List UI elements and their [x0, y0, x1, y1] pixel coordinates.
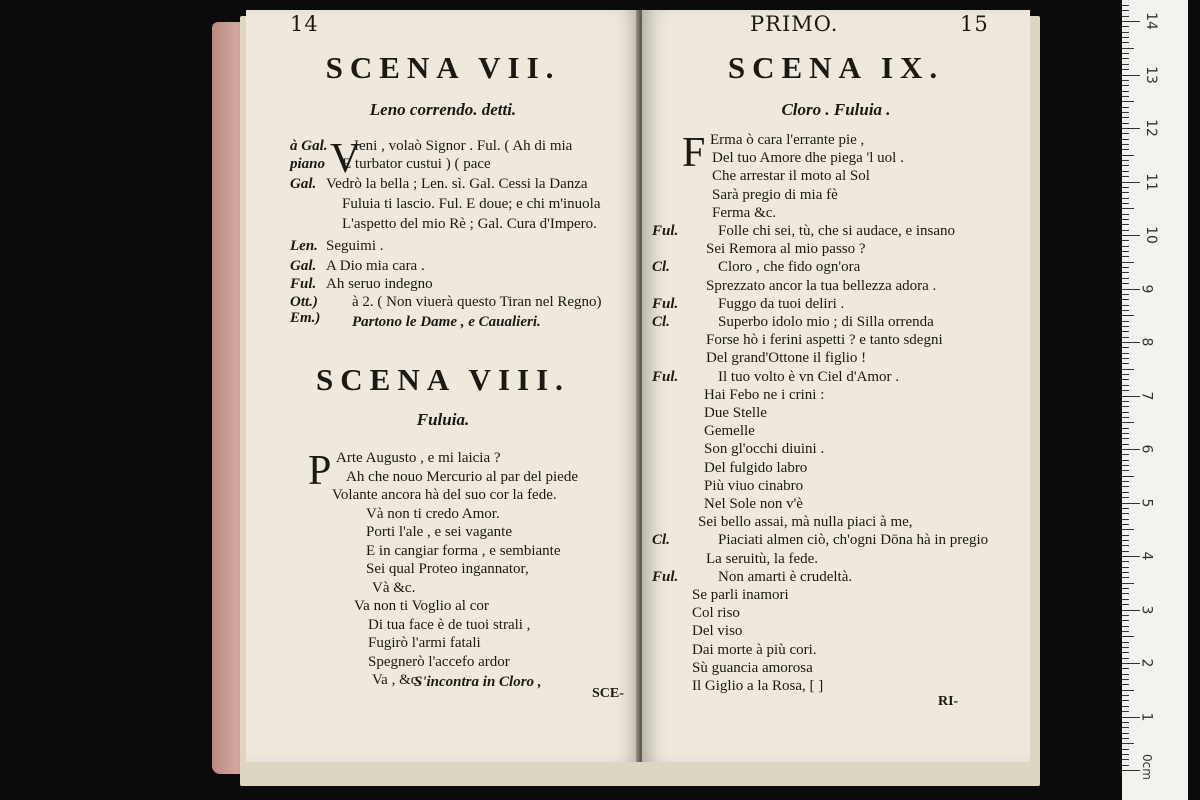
line-text: Nel Sole non v'è	[704, 496, 803, 512]
ruler-tick	[1122, 160, 1129, 161]
ruler-tick	[1122, 112, 1129, 113]
line-text: Del tuo Amore dhe piega 'l uol .	[712, 150, 904, 167]
ruler-tick	[1122, 545, 1129, 546]
ruler-tick	[1122, 117, 1129, 118]
ruler-tick	[1122, 21, 1140, 22]
speaker-label: Ful.	[652, 295, 679, 312]
ruler-tick	[1122, 610, 1140, 611]
line-text: Fuluia ti lascio. Ful. E doue; e chi m'inuola	[342, 196, 601, 212]
ruler-tick	[1122, 85, 1129, 86]
ruler-tick	[1122, 401, 1129, 402]
verse-line: Spegnerò l'accefo ardor	[368, 653, 510, 670]
ruler-tick	[1122, 171, 1129, 172]
line-text: Fuggo da tuoi deliri .	[718, 295, 845, 312]
scene-subtitle: Fuluia.	[416, 410, 470, 429]
ruler-tick	[1122, 176, 1129, 177]
ruler-tick	[1122, 58, 1129, 59]
left-page	[246, 10, 640, 762]
ruler-tick	[1122, 422, 1134, 423]
ruler-tick	[1122, 476, 1134, 477]
speaker-label: Ful.	[652, 568, 679, 585]
ruler-tick	[1122, 626, 1129, 627]
line-text: Ieni , volaò Signor . Ful. ( Ah di mia	[354, 138, 573, 154]
line-text: Superbo idolo mio ; di Silla orrenda	[718, 314, 934, 330]
ruler-tick	[1122, 299, 1129, 300]
drop-cap: V	[330, 136, 361, 182]
ruler-tick	[1122, 615, 1129, 616]
line-text: Hai Febo ne i crini :	[704, 386, 825, 403]
ruler-tick	[1122, 722, 1129, 723]
ruler-tick	[1122, 385, 1129, 386]
ruler-tick	[1122, 262, 1134, 263]
ruler-number: 7	[1138, 391, 1155, 400]
ruler-tick	[1122, 369, 1134, 370]
ruler-tick	[1122, 428, 1129, 429]
ruler-tick	[1122, 310, 1129, 311]
ruler-tick	[1122, 695, 1129, 696]
ruler-tick	[1122, 240, 1129, 241]
ruler-tick	[1122, 363, 1129, 364]
verse-line: E in cangiar forma , e sembiante	[366, 542, 561, 559]
verse-line: Và non ti credo Amor.	[366, 505, 500, 522]
verse-line: Fugirò l'armi fatali	[368, 635, 481, 651]
ruler-tick	[1122, 743, 1134, 744]
ruler-tick	[1122, 572, 1129, 573]
ruler-tick	[1122, 433, 1129, 434]
line-text: Più viuo cinabro	[704, 477, 804, 494]
verse-line: Va non ti Voglio al cor	[354, 598, 489, 614]
ruler-number: 13	[1142, 65, 1159, 84]
line-text: Vedrò la bella ; Len. sì. Gal. Cessi la Danza	[326, 176, 588, 192]
speaker-label: Cl.	[652, 259, 670, 276]
ruler-tick	[1122, 96, 1129, 97]
line-text: à 2. ( Non viuerà questo Tiran nel Regno)	[352, 294, 602, 310]
ruler-tick	[1122, 738, 1129, 739]
ruler-tick	[1122, 406, 1129, 407]
line-text: Erma ò cara l'errante pie ,	[710, 132, 865, 148]
ruler-tick	[1122, 107, 1129, 108]
line-text: Che arrestar il moto al Sol	[712, 168, 870, 185]
ruler-tick	[1122, 187, 1129, 188]
ruler-tick	[1122, 567, 1129, 568]
ruler-tick	[1122, 133, 1129, 134]
speaker-label: Cl.	[652, 532, 670, 549]
scene-title: SCENA IX.	[727, 50, 945, 85]
ruler-tick	[1122, 508, 1129, 509]
ruler-tick	[1122, 75, 1140, 76]
ruler-tick	[1122, 658, 1129, 659]
line-text: Forse hò i ferini aspetti ? e tanto sdegni	[706, 332, 943, 349]
ruler-tick	[1122, 26, 1129, 27]
ruler-number: 12	[1142, 119, 1159, 137]
ruler-tick	[1122, 465, 1129, 466]
line-text: Sei Remora al mio passo ?	[706, 241, 866, 258]
stage-direction: S'incontra in Cloro ,	[414, 674, 542, 690]
ruler-tick	[1122, 53, 1129, 54]
ruler-tick	[1122, 486, 1129, 487]
ruler-tick	[1122, 214, 1129, 215]
speaker-label: Gal.	[290, 258, 317, 274]
ruler-number: 8	[1138, 337, 1155, 347]
line-text: Son gl'occhi diuini .	[704, 441, 825, 458]
ruler-tick	[1122, 91, 1129, 92]
ruler-tick	[1122, 42, 1129, 43]
ruler-tick	[1122, 556, 1140, 557]
ruler-tick	[1122, 519, 1129, 520]
ruler-tick	[1122, 770, 1140, 771]
measuring-ruler	[1122, 0, 1188, 800]
speaker-label: piano	[290, 156, 326, 172]
line-text: L'aspetto del mio Rè ; Gal. Cura d'Impero.	[342, 216, 597, 232]
ruler-tick	[1122, 535, 1129, 536]
ruler-tick	[1122, 101, 1134, 102]
ruler-tick	[1122, 32, 1129, 33]
line-text: Ah seruo indegno	[326, 276, 433, 292]
catchword: RI-	[938, 694, 959, 709]
ruler-tick	[1122, 396, 1140, 397]
ruler-tick	[1122, 347, 1129, 348]
ruler-number: 11	[1142, 172, 1159, 191]
ruler-tick	[1122, 524, 1129, 525]
line-text: Del fulgido labro	[704, 459, 808, 476]
ruler-tick	[1122, 759, 1129, 760]
ruler-tick	[1122, 700, 1129, 701]
ruler-tick	[1122, 684, 1129, 685]
speaker-label: Ott.)	[290, 294, 318, 310]
ruler-tick	[1122, 412, 1129, 413]
ruler-tick	[1122, 374, 1129, 375]
ruler-tick	[1122, 599, 1129, 600]
ruler-number: 4	[1138, 551, 1155, 561]
ruler-tick	[1122, 224, 1129, 225]
ruler-tick	[1122, 561, 1129, 562]
line-text: Sù guancia amorosa	[692, 659, 813, 676]
ruler-tick	[1122, 577, 1129, 578]
ruler-tick	[1122, 149, 1129, 150]
drop-cap: P	[308, 448, 332, 494]
ruler-tick	[1122, 593, 1129, 594]
ruler-tick	[1122, 305, 1129, 306]
ruler-tick	[1122, 326, 1129, 327]
ruler-tick	[1122, 604, 1129, 605]
scene-title: SCENA VIII.	[316, 362, 570, 397]
line-text: E turbator custui ) ( pace	[342, 156, 491, 172]
ruler-tick	[1122, 342, 1140, 343]
speaker-label: Gal.	[290, 176, 317, 192]
ruler-number: 9	[1138, 284, 1155, 293]
ruler-tick	[1122, 144, 1129, 145]
speaker-label: Em.)	[290, 310, 321, 326]
stage-direction: Partono le Dame , e Caualieri.	[352, 314, 541, 330]
running-head: PRIMO.	[750, 12, 839, 36]
ruler-tick	[1122, 583, 1134, 584]
verse-line: Và &c.	[372, 579, 416, 596]
ruler-tick	[1122, 16, 1129, 17]
ruler-tick	[1122, 727, 1129, 728]
ruler-tick	[1122, 754, 1129, 755]
ruler-tick	[1122, 128, 1140, 129]
verse-line: Ah che nouo Mercurio al par del piede	[346, 468, 578, 485]
verse-line: Va , &c.	[372, 672, 422, 688]
ruler-tick	[1122, 10, 1129, 11]
speaker-label: à Gal.	[290, 138, 328, 154]
ruler-tick	[1122, 417, 1129, 418]
ruler-tick	[1122, 155, 1134, 156]
line-text: Gemelle	[704, 423, 755, 440]
speaker-label: Len.	[290, 238, 318, 254]
scene-subtitle: Leno correndo. detti.	[369, 100, 517, 119]
ruler-tick	[1122, 283, 1129, 284]
ruler-tick	[1122, 337, 1129, 338]
line-text: Due Stelle	[704, 405, 767, 421]
page-number: 14	[290, 12, 319, 36]
ruler-number: 3	[1138, 605, 1155, 614]
ruler-tick	[1122, 620, 1129, 621]
speaker-label: Ful.	[652, 368, 679, 385]
ruler-tick	[1122, 321, 1129, 322]
ruler-tick	[1122, 706, 1129, 707]
ruler-number: 1	[1138, 712, 1155, 721]
line-text: Ferma &c.	[712, 204, 777, 221]
ruler-tick	[1122, 749, 1129, 750]
ruler-tick	[1122, 272, 1129, 273]
line-text: Del viso	[692, 623, 743, 640]
catchword: SCE-	[592, 686, 624, 701]
ruler-tick	[1122, 492, 1129, 493]
ruler-tick	[1122, 358, 1129, 359]
ruler-tick	[1122, 294, 1129, 295]
scene-title: SCENA VII.	[325, 50, 561, 85]
ruler-tick	[1122, 182, 1140, 183]
ruler-tick	[1122, 353, 1129, 354]
line-text: Dai morte à più cori.	[692, 641, 817, 658]
ruler-tick	[1122, 449, 1140, 450]
ruler-number: 10	[1142, 226, 1159, 244]
ruler-tick	[1122, 165, 1129, 166]
right-page	[642, 10, 1030, 762]
verse-line: Arte Augusto , e mi laicia ?	[336, 450, 501, 466]
ruler-tick	[1122, 679, 1129, 680]
ruler-tick	[1122, 454, 1129, 455]
line-text: Folle chi sei, tù, che si audace, e insano	[718, 223, 956, 239]
ruler-tick	[1122, 470, 1129, 471]
ruler-tick	[1122, 139, 1129, 140]
verse-line: Di tua face è de tuoi strali ,	[368, 616, 531, 633]
ruler-number: 6	[1138, 444, 1155, 454]
ruler-tick	[1122, 711, 1129, 712]
ruler-tick	[1122, 438, 1129, 439]
ruler-tick	[1122, 663, 1140, 664]
ruler-tick	[1122, 48, 1134, 49]
line-text: A Dio mia cara .	[326, 258, 425, 274]
verse-line: Sei qual Proteo ingannator,	[366, 561, 529, 577]
ruler-tick	[1122, 331, 1129, 332]
line-text: La seruitù, la fede.	[706, 550, 819, 567]
ruler-tick	[1122, 460, 1129, 461]
ruler-tick	[1122, 251, 1129, 252]
ruler-tick	[1122, 192, 1129, 193]
ruler-tick	[1122, 765, 1129, 766]
ruler-tick	[1122, 390, 1129, 391]
line-text: Sarà pregio di mia fè	[712, 186, 838, 203]
speaker-label: Cl.	[652, 314, 670, 330]
line-text: Sei bello assai, mà nulla piaci à me,	[698, 514, 913, 531]
line-text: Seguimi .	[326, 238, 384, 254]
ruler-tick	[1122, 246, 1129, 247]
ruler-tick	[1122, 647, 1129, 648]
ruler-tick	[1122, 230, 1129, 231]
ruler-tick	[1122, 529, 1134, 530]
ruler-tick	[1122, 64, 1129, 65]
line-text: Col riso	[692, 605, 740, 622]
ruler-tick	[1122, 235, 1140, 236]
ruler-tick	[1122, 636, 1134, 637]
line-text: Il tuo volto è vn Ciel d'Amor .	[718, 368, 900, 385]
line-text: Cloro , che fido ogn'ora	[718, 259, 861, 276]
ruler-tick	[1122, 267, 1129, 268]
ruler-tick	[1122, 198, 1129, 199]
ruler-number: 14	[1142, 12, 1159, 30]
page-number: 15	[960, 12, 989, 36]
ruler-tick	[1122, 717, 1140, 718]
ruler-tick	[1122, 674, 1129, 675]
line-text: Non amarti è crudeltà.	[718, 568, 853, 585]
verse-line: Volante ancora hà del suo cor la fede.	[332, 487, 557, 503]
ruler-tick	[1122, 278, 1129, 279]
drop-cap: F	[682, 130, 706, 176]
ruler-tick	[1122, 733, 1129, 734]
line-text: Se parli inamori	[692, 587, 789, 603]
ruler-tick	[1122, 315, 1134, 316]
ruler-tick	[1122, 444, 1129, 445]
ruler-tick	[1122, 69, 1129, 70]
ruler-tick	[1122, 219, 1129, 220]
ruler-unit-label: 0cm	[1139, 754, 1154, 780]
ruler-number: 5	[1138, 498, 1155, 507]
ruler-tick	[1122, 652, 1129, 653]
line-text: Piaciati almen ciò, ch'ogni Dōna hà in pregio	[718, 532, 989, 549]
ruler-tick	[1122, 503, 1140, 504]
line-text: Del grand'Ottone il figlio !	[706, 350, 867, 367]
speaker-label: Ful.	[290, 276, 317, 292]
ruler-tick	[1122, 37, 1129, 38]
speaker-label: Ful.	[652, 223, 679, 239]
ruler-tick	[1122, 289, 1140, 290]
scene-subtitle: Cloro . Fuluia .	[781, 100, 891, 119]
line-text: Sprezzato ancor la tua bellezza adora .	[706, 277, 937, 294]
ruler-tick	[1122, 5, 1129, 6]
ruler-tick	[1122, 642, 1129, 643]
ruler-tick	[1122, 690, 1134, 691]
ruler-tick	[1122, 123, 1129, 124]
ruler-tick	[1122, 497, 1129, 498]
line-text: Il Giglio a la Rosa, [ ]	[692, 678, 824, 694]
ruler-tick	[1122, 631, 1129, 632]
ruler-tick	[1122, 80, 1129, 81]
ruler-tick	[1122, 668, 1129, 669]
ruler-tick	[1122, 588, 1129, 589]
ruler-tick	[1122, 540, 1129, 541]
ruler-tick	[1122, 551, 1129, 552]
ruler-tick	[1122, 481, 1129, 482]
ruler-tick	[1122, 203, 1129, 204]
ruler-tick	[1122, 513, 1129, 514]
ruler-tick	[1122, 208, 1134, 209]
verse-line: Porti l'ale , e sei vagante	[366, 524, 512, 540]
ruler-tick	[1122, 379, 1129, 380]
ruler-number: 2	[1138, 658, 1155, 668]
ruler-tick	[1122, 256, 1129, 257]
